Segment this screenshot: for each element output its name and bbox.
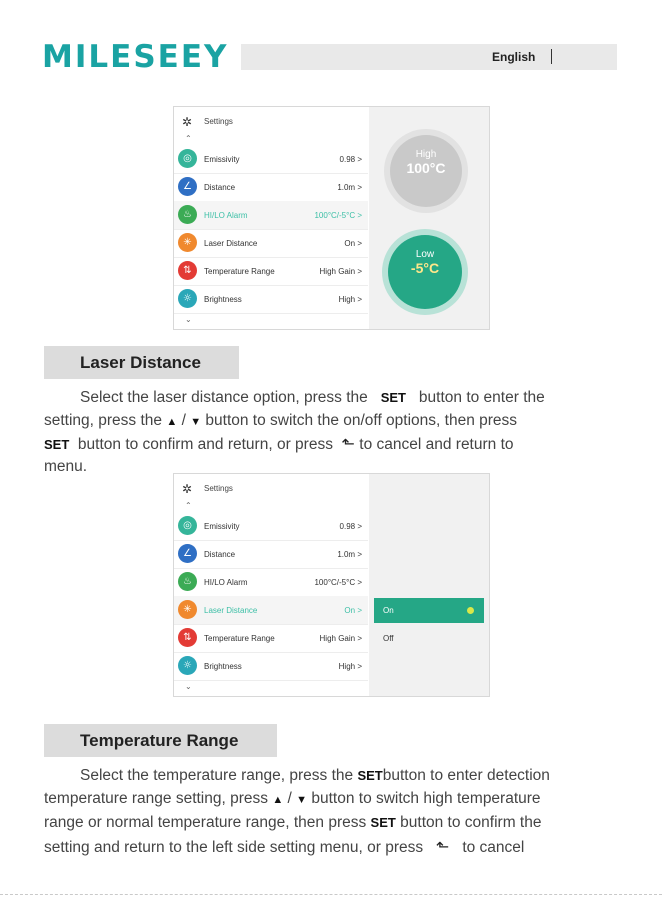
- set-button-label: SET: [44, 437, 70, 452]
- high-label: High: [415, 149, 437, 160]
- row-value: High >: [338, 295, 362, 304]
- laser-icon: ✳: [178, 600, 197, 619]
- page-bottom-rule: [0, 894, 662, 895]
- row-value: 0.98 >: [339, 155, 362, 164]
- back-arrow-icon: ⬑: [341, 434, 355, 453]
- row-label: Brightness: [204, 295, 242, 304]
- menu-row-brightness[interactable]: [174, 652, 368, 681]
- language-divider: [551, 49, 552, 64]
- low-value: -5°C: [410, 260, 440, 276]
- paragraph-line: SET button to confirm and return, or press ⬑ to cancel and return to: [44, 434, 514, 453]
- down-arrow-icon: ▼: [190, 416, 202, 428]
- emissivity-icon: ◎: [178, 149, 197, 168]
- menu-row-temperature-range[interactable]: [174, 257, 368, 286]
- row-value: 100°C/-5°C >: [314, 211, 362, 220]
- alarm-icon: ♨: [178, 572, 197, 591]
- scroll-up-icon[interactable]: ⌃: [185, 134, 192, 143]
- up-arrow-icon: ▲: [166, 416, 178, 428]
- row-label: Distance: [204, 550, 236, 559]
- set-button-label: SET: [357, 768, 383, 783]
- row-label: Laser Distance: [204, 606, 258, 615]
- row-label: Temperature Range: [204, 634, 275, 643]
- row-value: 0.98 >: [339, 522, 362, 531]
- row-value: 100°C/-5°C >: [314, 578, 362, 587]
- row-value: 1.0m >: [337, 550, 362, 559]
- set-button-label: SET: [380, 390, 406, 405]
- gear-icon: ✲: [182, 482, 193, 496]
- menu-row-laser-distance[interactable]: [174, 596, 368, 625]
- low-indicator: [388, 235, 462, 309]
- thermometer-icon: ⇅: [178, 261, 197, 280]
- brightness-icon: ☼: [178, 289, 197, 308]
- gear-icon: ✲: [182, 115, 193, 129]
- menu-row-distance[interactable]: [174, 540, 368, 569]
- high-indicator: [390, 135, 462, 207]
- settings-header: [174, 474, 368, 502]
- row-label: HI/LO Alarm: [204, 578, 248, 587]
- alarm-icon: ♨: [178, 205, 197, 224]
- selected-dot-icon: [467, 607, 474, 614]
- language-label[interactable]: English: [492, 50, 536, 64]
- menu-row-hilo-alarm[interactable]: [174, 201, 368, 230]
- row-label: Brightness: [204, 662, 242, 671]
- menu-row-brightness[interactable]: [174, 285, 368, 314]
- row-value: High >: [338, 662, 362, 671]
- option-off[interactable]: Off: [383, 634, 394, 643]
- row-value: On >: [344, 239, 362, 248]
- row-label: HI/LO Alarm: [204, 211, 248, 220]
- settings-menu: [174, 107, 368, 329]
- scroll-down-icon[interactable]: ⌄: [185, 315, 192, 324]
- settings-screen-2: [173, 473, 490, 697]
- row-value: On >: [344, 606, 362, 615]
- menu-row-hilo-alarm[interactable]: [174, 568, 368, 597]
- up-arrow-icon: ▲: [272, 794, 284, 806]
- row-value: High Gain >: [319, 267, 362, 276]
- heading-text: Laser Distance: [80, 353, 201, 372]
- low-label: Low: [415, 249, 435, 260]
- settings-header: [174, 107, 368, 135]
- thermometer-icon: ⇅: [178, 628, 197, 647]
- low-ring: [382, 229, 468, 315]
- menu-row-distance[interactable]: [174, 173, 368, 202]
- settings-screen-1: [173, 106, 490, 330]
- paragraph-line: setting, press the ▲ / ▼ button to switch the on/off options, then press: [44, 412, 518, 429]
- paragraph-line: range or normal temperature range, then press SET button to confirm the: [44, 814, 542, 831]
- settings-menu: [174, 474, 368, 696]
- row-label: Emissivity: [204, 522, 240, 531]
- distance-icon: ∠: [178, 544, 197, 563]
- option-panel: [369, 474, 489, 696]
- row-label: Distance: [204, 183, 236, 192]
- menu-row-laser-distance[interactable]: [174, 229, 368, 258]
- option-on[interactable]: On: [374, 598, 484, 623]
- paragraph-line: Select the laser distance option, press the SET button to enter the: [80, 389, 545, 406]
- row-label: Emissivity: [204, 155, 240, 164]
- settings-title: Settings: [204, 117, 233, 126]
- row-label: Laser Distance: [204, 239, 258, 248]
- section-heading-temperature-range: [44, 724, 277, 757]
- temperature-display: [369, 107, 489, 329]
- row-value: High Gain >: [319, 634, 362, 643]
- menu-row-temperature-range[interactable]: [174, 624, 368, 653]
- paragraph-line: setting and return to the left side setting menu, or press ⬑ to cancel: [44, 837, 525, 856]
- menu-row-emissivity[interactable]: [174, 512, 368, 541]
- set-button-label: SET: [370, 815, 396, 830]
- brightness-icon: ☼: [178, 656, 197, 675]
- emissivity-icon: ◎: [178, 516, 197, 535]
- menu-row-emissivity[interactable]: [174, 145, 368, 174]
- language-bar: [241, 44, 617, 70]
- scroll-up-icon[interactable]: ⌃: [185, 501, 192, 510]
- distance-icon: ∠: [178, 177, 197, 196]
- section-heading-laser-distance: [44, 346, 239, 379]
- row-value: 1.0m >: [337, 183, 362, 192]
- down-arrow-icon: ▼: [296, 794, 308, 806]
- back-arrow-icon: ⬑: [436, 837, 450, 856]
- high-ring: [384, 129, 468, 213]
- high-value: 100°C: [406, 160, 446, 176]
- scroll-down-icon[interactable]: ⌄: [185, 682, 192, 691]
- paragraph-line: Select the temperature range, press the SETbutton to enter detection: [80, 767, 550, 784]
- brand-logo: MILESEEY: [42, 39, 229, 75]
- paragraph-line: temperature range setting, press ▲ / ▼ button to switch high temperature: [44, 790, 541, 807]
- settings-title: Settings: [204, 484, 233, 493]
- heading-text: Temperature Range: [80, 731, 239, 750]
- laser-icon: ✳: [178, 233, 197, 252]
- paragraph-line: menu.: [44, 458, 88, 475]
- row-label: Temperature Range: [204, 267, 275, 276]
